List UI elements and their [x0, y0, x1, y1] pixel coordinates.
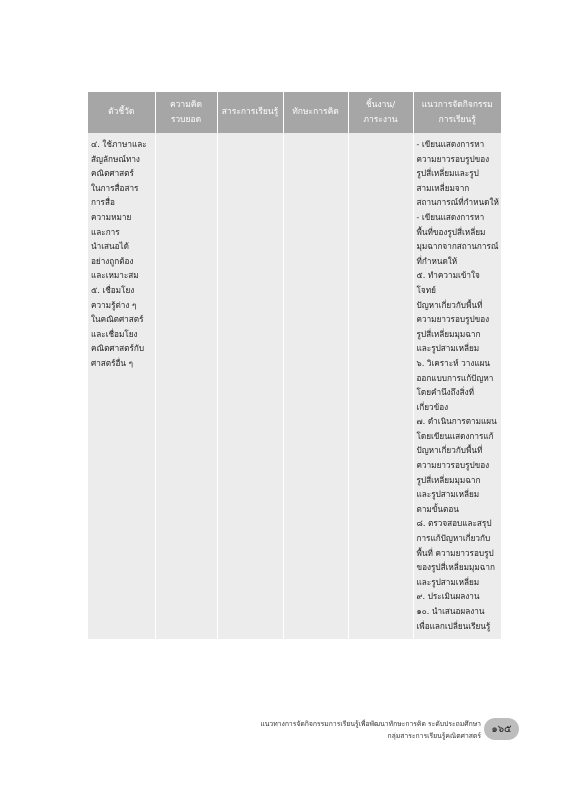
header-concept: ความคิด รวบยอด	[155, 92, 217, 133]
footer-caption	[260, 718, 481, 742]
page-number: ๑๖๕	[491, 723, 512, 735]
table-row	[88, 133, 501, 639]
header-activities: แนวการจัดกิจกรรม การเรียนรู้	[413, 92, 501, 133]
thinking-cell	[283, 133, 348, 639]
indicators-cell: ๔. ใช้ภาษาและ สัญลักษณ์ทาง คณิตศาสตร์ ในการสื่อสาร การสื่อ ความหมาย และการ นำเสนอได้ อย่างถูกต้อง และเหมาะสม ๕. เชื่อมโยง ความรู้ต่าง ๆ ในคณิตศาสตร์ และเชื่อมโยง คณิตศาสตร์กับ ศาสตร์อื่น ๆ	[88, 133, 155, 639]
table-header-row	[88, 92, 501, 133]
header-indicator: ตัวชี้วัด	[88, 92, 155, 133]
task-cell	[348, 133, 413, 639]
concept-cell	[155, 133, 217, 639]
header-task: ชิ้นงาน/ ภาระงาน	[348, 92, 413, 133]
activity-plan-table	[88, 92, 501, 639]
content-cell	[217, 133, 283, 639]
header-content: สาระการเรียนรู้	[217, 92, 283, 133]
page-number-badge	[484, 718, 519, 740]
footer-line-1: แนวทางการจัดกิจกรรมการเรียนรู้เพื่อพัฒนาทักษะการคิด ระดับประถมศึกษา	[260, 720, 481, 728]
header-thinking-skill: ทักษะการคิด	[283, 92, 348, 133]
activities-cell: - เขียนแสดงการหา ความยาวรอบรูปของ รูปสี่เหลี่ยมและรูป สามเหลี่ยมจาก สถานการณ์ที่กำหนดให้ - เขียนแสดงการหา พื้นที่ของรูปสี่เหลี่ยม มุมฉากจากสถานการณ์ ที่กำหนดให้ ๕. ทำความเข้าใจโจทย์ ปัญหาเกี่ยวกับพื้นที่ ความยาวรอบรูปของ รูปสี่เหลี่ยมมุมฉาก และรูปสามเหลี่ยม ๖. วิเคราะห์ วางแผน ออกแบบการแก้ปัญหา โดยคำนึงถึงสิ่งที่ เกี่ยวข้อง ๗. ดำเนินการตามแผน โดยเขียนแสดงการแก้ ปัญหาเกี่ยวกับพื้นที่ ความยาวรอบรูปของ รูปสี่เหลี่ยมมุมฉาก และรูปสามเหลี่ยม ตามขั้นตอน ๘. ตรวจสอบและสรุป การแก้ปัญหาเกี่ยวกับ พื้นที่ ความยาวรอบรูป ของรูปสี่เหลี่ยมมุมฉาก และรูปสามเหลี่ยม ๙. ประเมินผลงาน ๑๐. นำเสนอผลงาน เพื่อแลกเปลี่ยนเรียนรู้	[413, 133, 501, 639]
footer-line-2: กลุ่มสาระการเรียนรู้คณิตศาสตร์	[387, 732, 481, 740]
